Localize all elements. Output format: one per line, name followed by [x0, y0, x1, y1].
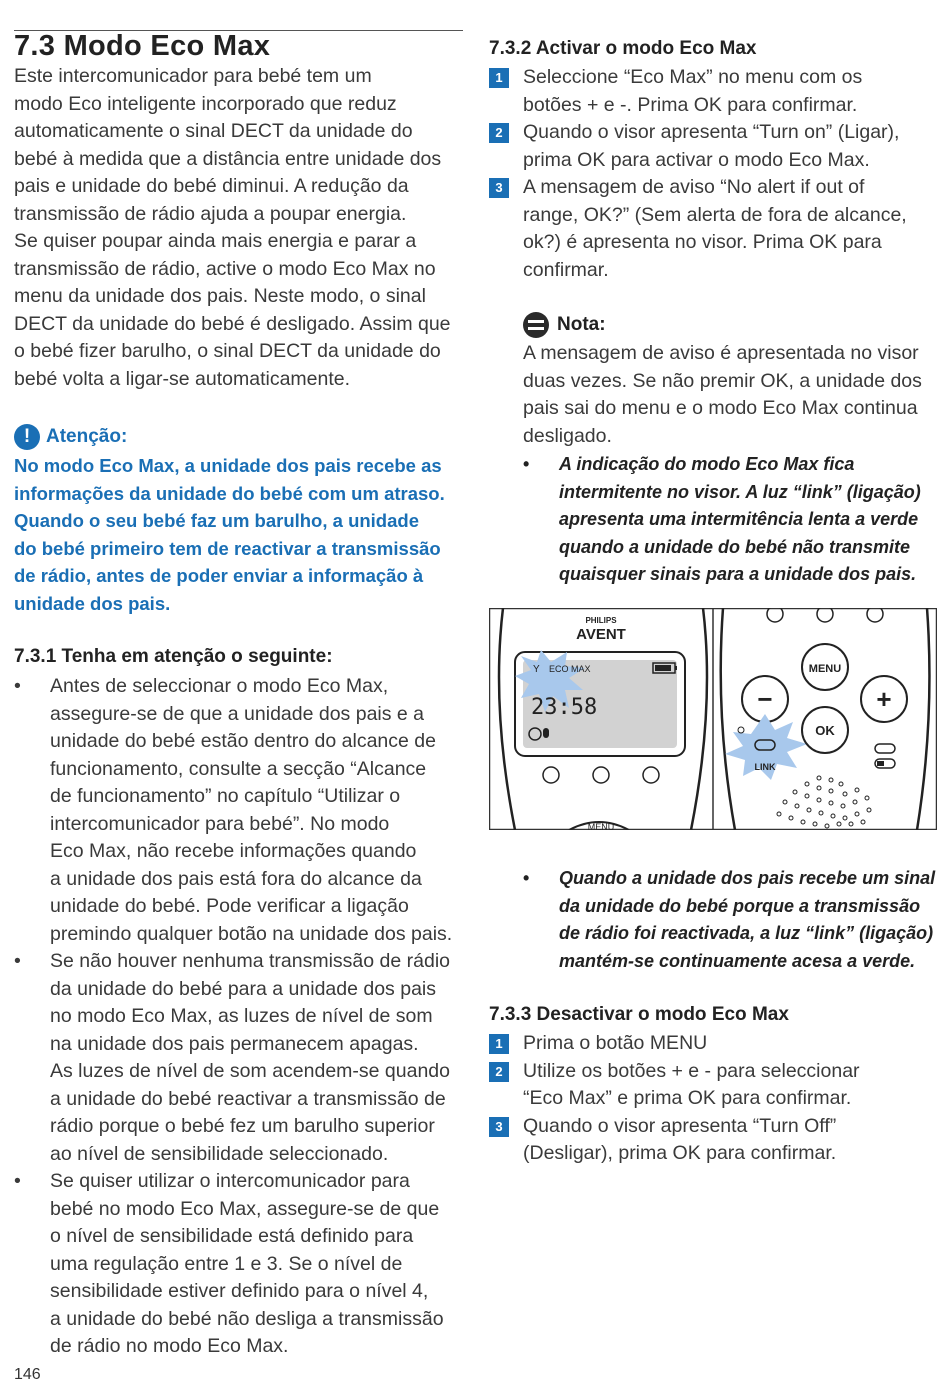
bullet-marker: •: [523, 454, 530, 474]
text-line: modo Eco inteligente incorporado que reduz: [14, 92, 397, 115]
text-line: do bebé primeiro tem de reactivar a transmissão: [14, 537, 441, 559]
caution-heading-label: Atenção:: [46, 426, 128, 447]
text-line: a unidade dos pais está fora do alcance da: [50, 867, 422, 890]
step-number-badge: 1: [489, 1034, 509, 1054]
text-line: As luzes de nível de som acendem-se quando: [50, 1060, 450, 1082]
list-item: [14, 1168, 466, 1361]
text-line: o bebé fizer barulho, o sinal DECT da unidade do: [14, 340, 441, 362]
bullet-marker: •: [14, 675, 21, 697]
subsection-732-steps: [489, 64, 939, 284]
text-line: Este intercomunicador para bebé tem um: [14, 65, 372, 87]
text-line: duas vezes. Se não premir OK, a unidade dos: [523, 369, 922, 392]
text-line: Se quiser utilizar o intercomunicador para: [50, 1170, 410, 1192]
text-line: A mensagem de aviso é apresentada no visor: [523, 342, 919, 364]
step-item: [489, 174, 939, 284]
page-title: 7.3 Modo Eco Max: [14, 30, 271, 62]
subsection-733-heading: 7.3.3 Desactivar o modo Eco Max: [489, 1004, 789, 1025]
parent-unit-figure: [489, 608, 937, 830]
text-line: no modo Eco Max, as luzes de nível de som: [50, 1005, 433, 1027]
page-number: 146: [14, 1366, 41, 1383]
text-line: assegure-se de que a unidade dos pais e a: [50, 702, 425, 725]
text-line: mantém-se continuamente acesa a verde.: [559, 950, 916, 971]
text-line: informações da unidade do bebé com um atraso.: [14, 482, 445, 504]
text-line: sensibilidade estiver definido para o nível 4,: [50, 1280, 429, 1302]
text-line: automaticamente o sinal DECT da unidade do: [14, 120, 413, 142]
subsection-731-heading: 7.3.1 Tenha em atenção o seguinte:: [14, 646, 333, 667]
text-line: rádio porque o bebé fez um barulho superior: [50, 1115, 435, 1137]
text-line: “Eco Max” e prima OK para confirmar.: [523, 1087, 852, 1109]
text-line: bebé no modo Eco Max, assegure-se de que: [50, 1197, 440, 1220]
brand-label: PHILIPS: [585, 616, 617, 625]
text-line: Utilize os botões + e - para seleccionar: [523, 1059, 860, 1082]
text-line: pais sai do menu e o modo Eco Max continua: [523, 397, 918, 419]
text-line: Quando o seu bebé faz um barulho, a unidade: [14, 510, 419, 532]
text-line: (Desligar), prima OK para confirmar.: [523, 1142, 837, 1164]
text-line: prima OK para activar o modo Eco Max.: [523, 148, 870, 171]
eco-max-screen-label: ECO MAX: [549, 664, 591, 674]
text-line: apresenta uma intermitência lenta a verde: [559, 509, 919, 530]
note-heading-label: Nota:: [557, 314, 606, 335]
text-line: uma regulação entre 1 e 3. Se o nível de: [50, 1252, 403, 1275]
text-line: Se quiser poupar ainda mais energia e parar a: [14, 230, 417, 252]
text-line: menu da unidade dos pais. Neste modo, o sinal: [14, 285, 426, 307]
link-label: LINK: [754, 762, 776, 772]
time-display: 23:58: [531, 695, 598, 720]
caution-body: [14, 452, 466, 618]
text-line: intercomunicador para bebé”. No modo: [50, 812, 390, 835]
text-line: transmissão de rádio, active o modo Eco Max no: [14, 257, 436, 280]
text-line: Antes de seleccionar o modo Eco Max,: [50, 675, 389, 697]
step-number-badge: 2: [489, 1062, 509, 1082]
text-line: unidade do bebé estão dentro do alcance de: [50, 730, 436, 752]
antenna-icon: Y: [533, 664, 540, 675]
text-line: bebé volta a ligar-se automaticamente.: [14, 367, 351, 390]
step-item: [489, 64, 939, 119]
mic-icon: [543, 728, 549, 738]
note-heading: [523, 312, 606, 338]
step-item: [489, 1058, 939, 1113]
caution-heading: [14, 424, 127, 450]
step-number-badge: 2: [489, 123, 509, 143]
subsection-733-steps: [489, 1030, 939, 1168]
bullet-marker: •: [523, 868, 530, 888]
text-line: A mensagem de aviso “No alert if out of: [523, 176, 865, 198]
step-number-badge: 1: [489, 68, 509, 88]
exclamation-icon: !: [14, 424, 40, 450]
text-line: ok?) é apresenta no visor. Prima OK para: [523, 231, 882, 253]
ok-button-label: OK: [815, 723, 835, 738]
list-item: [14, 673, 466, 948]
text-line: transmissão de rádio ajuda a poupar energia.: [14, 202, 407, 225]
text-line: Se não houver nenhuma transmissão de rádio: [50, 950, 450, 972]
text-line: a unidade do bebé reactivar a transmissão de: [50, 1087, 446, 1110]
text-line: unidade do bebé. Pode verificar a ligação: [50, 895, 409, 917]
text-line: o nível de sensibilidade está definido para: [50, 1225, 414, 1247]
minus-button-label: −: [757, 684, 773, 714]
text-line: de rádio, antes de poder enviar a informação à: [14, 565, 424, 587]
text-line: de rádio no modo Eco Max.: [50, 1335, 289, 1357]
menu-bottom-label: MENU: [587, 822, 615, 830]
list-item: [523, 865, 943, 975]
note-bullets: [523, 451, 943, 589]
menu-button-label: MENU: [808, 663, 842, 675]
text-line: desligado.: [523, 424, 612, 447]
step-item: [489, 1030, 939, 1058]
note-icon: [523, 312, 549, 338]
text-line: ao nível de sensibilidade seleccionado.: [50, 1142, 389, 1165]
text-line: Prima o botão MENU: [523, 1032, 708, 1054]
text-line: Quando o visor apresenta “Turn on” (Ligar),: [523, 121, 900, 143]
text-line: range, OK?” (Sem alerta de fora de alcance,: [523, 203, 907, 226]
text-line: de funcionamento” no capítulo “Utilizar o: [50, 785, 401, 807]
list-item: [523, 451, 943, 589]
text-line: Seleccione “Eco Max” no menu com os: [523, 66, 863, 88]
text-line: confirmar.: [523, 258, 609, 281]
text-line: premindo qualquer botão na unidade dos pais.: [50, 922, 453, 945]
text-line: No modo Eco Max, a unidade dos pais recebe as: [14, 455, 442, 476]
product-label: AVENT: [576, 626, 626, 643]
text-line: Eco Max, não recebe informações quando: [50, 840, 417, 862]
text-line: quando a unidade do bebé não transmite: [559, 536, 911, 557]
text-line: A indicação do modo Eco Max fica: [559, 454, 855, 474]
plus-button-label: +: [876, 684, 892, 714]
subsection-732-heading: 7.3.2 Activar o modo Eco Max: [489, 38, 757, 59]
after-figure-bullets: [523, 865, 943, 975]
step-number-badge: 3: [489, 178, 509, 198]
intro-paragraph: [14, 63, 466, 393]
subsection-731-list: [14, 673, 466, 1361]
bullet-marker: •: [14, 1170, 21, 1192]
step-number-badge: 3: [489, 1117, 509, 1137]
text-line: da unidade do bebé porque a transmissão: [559, 895, 921, 916]
text-line: funcionamento, consulte a secção “Alcance: [50, 757, 427, 780]
text-line: da unidade do bebé para a unidade dos pais: [50, 977, 436, 1000]
text-line: quaisquer sinais para a unidade dos pais.: [559, 564, 917, 585]
step-item: [489, 1113, 939, 1168]
text-line: intermitente no visor. A luz “link” (ligação): [559, 481, 921, 502]
text-line: a unidade do bebé não desliga a transmissão: [50, 1307, 444, 1330]
text-line: bebé à medida que a distância entre unidade dos: [14, 147, 442, 170]
text-line: DECT da unidade do bebé é desligado. Assim que: [14, 312, 451, 335]
text-line: na unidade dos pais permanecem apagas.: [50, 1032, 419, 1055]
text-line: unidade dos pais.: [14, 592, 171, 614]
note-body: [523, 340, 943, 450]
bullet-marker: •: [14, 950, 21, 972]
text-line: botões + e -. Prima OK para confirmar.: [523, 93, 858, 116]
text-line: Quando a unidade dos pais recebe um sinal: [559, 868, 936, 888]
text-line: pais e unidade do bebé diminui. A redução da: [14, 175, 409, 197]
step-item: [489, 119, 939, 174]
text-line: de rádio foi reactivada, a luz “link” (ligação): [559, 923, 934, 944]
text-line: Quando o visor apresenta “Turn Off”: [523, 1114, 837, 1137]
list-item: [14, 948, 466, 1168]
